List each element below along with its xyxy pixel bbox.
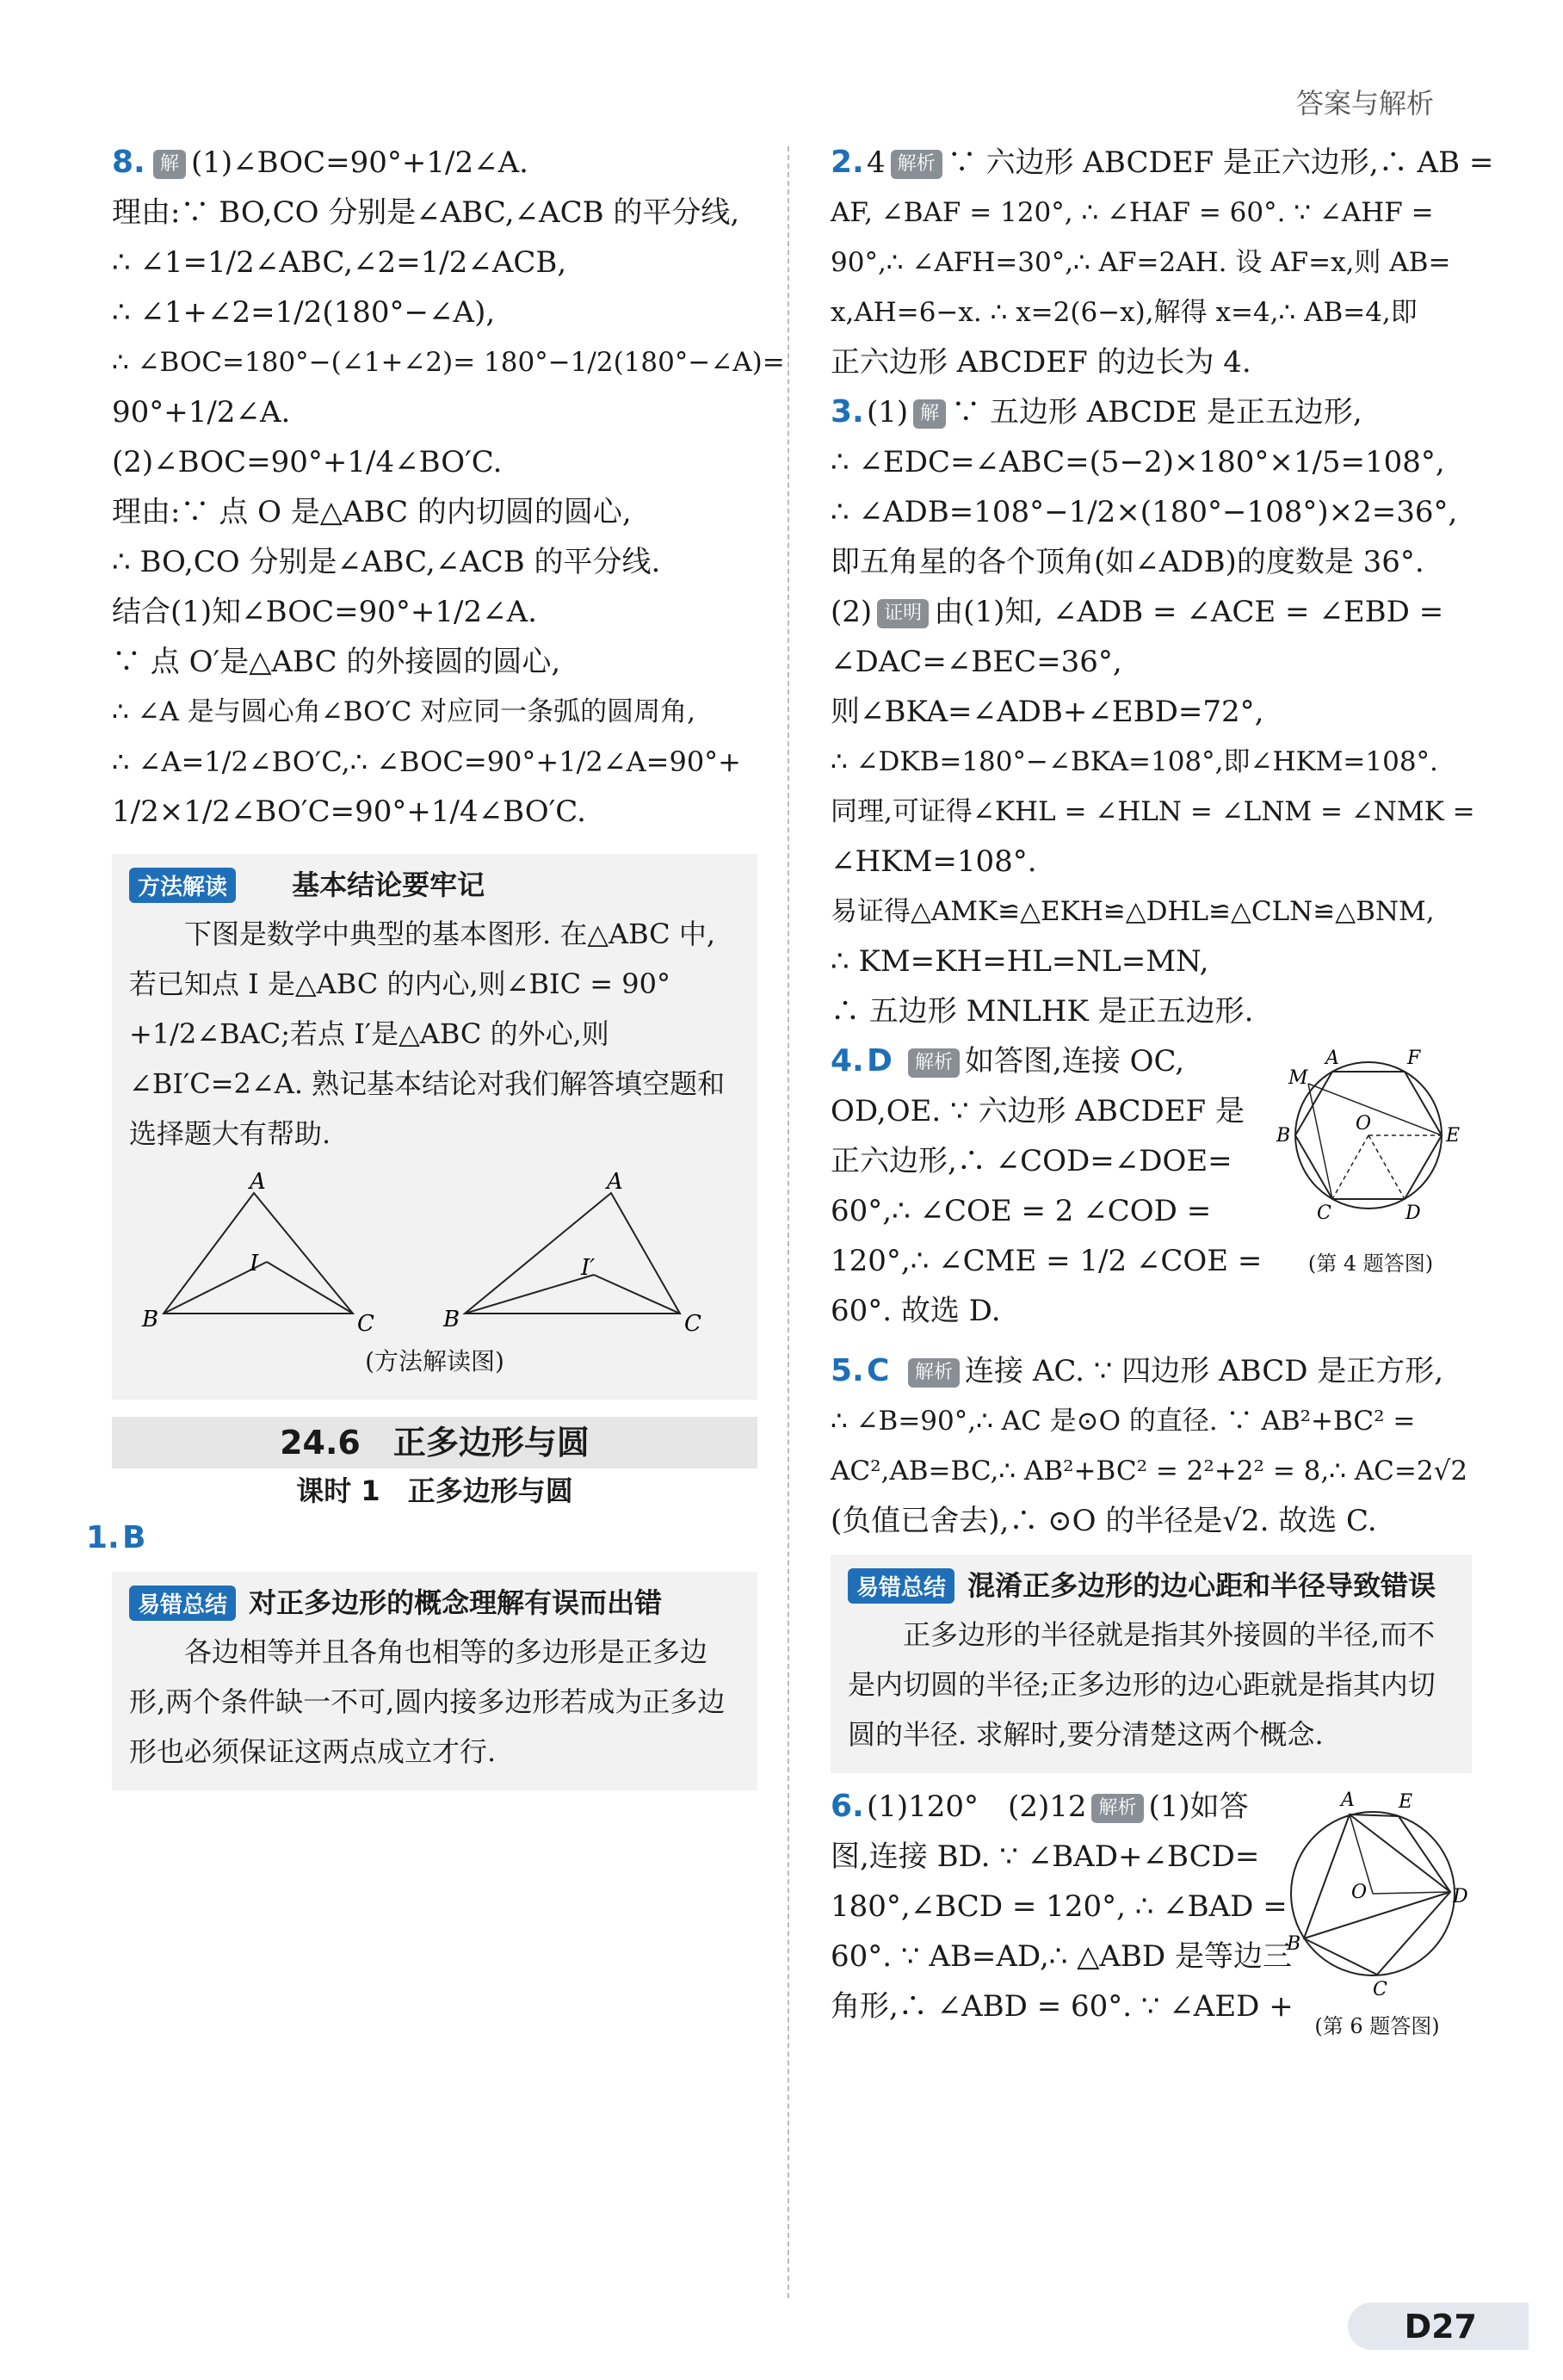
q6-line-3: 60°. ∵ AB=AD,∴ △ABD 是等边三 bbox=[831, 1939, 1292, 1974]
q8-line-6: (2)∠BOC=90°+1/4∠BO′C. bbox=[112, 445, 503, 479]
error-title-2: 混淆正多边形的边心距和半径导致错误 bbox=[967, 1569, 1436, 1602]
q5-tag: 解析 bbox=[908, 1358, 960, 1388]
q4-number: 4. bbox=[831, 1043, 864, 1079]
q3-line-1: ∴ ∠EDC=∠ABC=(5−2)×180°×1/5=108°, bbox=[831, 445, 1445, 479]
hex-label-m: M bbox=[1288, 1067, 1308, 1089]
method-box bbox=[112, 854, 757, 1400]
method-figure bbox=[129, 1167, 740, 1377]
q2-line-1: AF, ∠BAF = 120°, ∴ ∠HAF = 60°. ∵ ∠AHF = bbox=[831, 197, 1434, 228]
q6-line-1: 图,连接 BD. ∵ ∠BAD+∠BCD= bbox=[831, 1839, 1260, 1874]
q8-line-5: 90°+1/2∠A. bbox=[112, 395, 291, 430]
q8-line-11: ∴ ∠A 是与圆心角∠BO′C 对应同一条弧的圆周角, bbox=[112, 696, 696, 727]
q2-number: 2. bbox=[831, 145, 864, 180]
question-8 bbox=[112, 138, 785, 837]
tri1-label-b: B bbox=[142, 1307, 159, 1332]
q3-line-2: ∴ ∠ADB=108°−1/2×(180°−108°)×2=36°, bbox=[831, 495, 1458, 529]
q5-number: 5. bbox=[831, 1353, 864, 1388]
q3-line-4: (2) 证明 由(1)知, ∠ADB = ∠ACE = ∠EBD = bbox=[831, 595, 1444, 629]
hex-label-c: C bbox=[1317, 1202, 1331, 1224]
q6-line-0: 6.(1)120° (2)12 解析 (1)如答 bbox=[831, 1782, 1278, 1832]
tri1-label-a: A bbox=[250, 1169, 266, 1195]
method-caption: (方法解读图) bbox=[365, 1347, 504, 1375]
method-tag: 方法解读 bbox=[129, 868, 236, 903]
lesson-title: 课时 1 正多边形与圆 bbox=[296, 1474, 573, 1507]
circ6-label-c: C bbox=[1373, 1979, 1387, 2000]
q4-line-4: 120°,∴ ∠CME = 1/2 ∠COE = bbox=[831, 1244, 1263, 1278]
q3-number: 3. bbox=[831, 394, 864, 430]
triangle-figures bbox=[129, 1167, 732, 1339]
q4-line-0: 4.D 解析 如答图,连接 OC, bbox=[831, 1036, 1261, 1086]
q5-line-2: AC²,AB=BC,∴ AB²+BC² = 2²+2² = 8,∴ AC=2√2 bbox=[831, 1456, 1468, 1487]
q3-line-0: 3.(1) 解 ∵ 五边形 ABCDE 是正五边形, bbox=[831, 387, 1472, 437]
error-text-2: 正多边形的半径就是指其外接圆的半径,而不是内切圆的半径;正多边形的边心距就是指其内切圆的半径. 求解时,要分清楚这两个概念. bbox=[848, 1618, 1436, 1751]
hex-label-b: B bbox=[1276, 1125, 1291, 1147]
tri2-label-a: A bbox=[607, 1169, 623, 1195]
left-column bbox=[86, 138, 785, 1799]
q3-tag-1: 解 bbox=[913, 399, 946, 429]
q4-figure bbox=[1270, 1036, 1472, 1277]
question-3 bbox=[831, 387, 1475, 1036]
q2-line-4: 正六边形 ABCDEF 的边长为 4. bbox=[831, 345, 1251, 380]
q4-line-3: 60°,∴ ∠COE = 2 ∠COD = bbox=[831, 1194, 1212, 1228]
q8-tag: 解 bbox=[153, 150, 186, 179]
column-divider bbox=[788, 146, 789, 2298]
error-text-1: 各边相等并且各角也相等的多边形是正多边形,两个条件缺一不可,圆内接多边形若成为正多边形也必须保证这两点成立才行. bbox=[129, 1635, 726, 1768]
hex-label-d: D bbox=[1405, 1202, 1421, 1224]
hex-label-e: E bbox=[1446, 1125, 1461, 1147]
tri2-label-c: C bbox=[684, 1311, 701, 1337]
error-title-1: 对正多边形的概念理解有误而出错 bbox=[249, 1586, 663, 1619]
q6-tag: 解析 bbox=[1091, 1794, 1143, 1823]
q4-line-1: OD,OE. ∵ 六边形 ABCDEF 是 bbox=[831, 1094, 1245, 1128]
q6-answer: (1)120° (2)12 bbox=[867, 1790, 1087, 1824]
q6-caption: (第 6 题答图) bbox=[1314, 2014, 1440, 2038]
error-box-1 bbox=[112, 1572, 757, 1790]
question-5 bbox=[831, 1346, 1472, 1546]
q6-figure bbox=[1282, 1782, 1472, 2039]
q2-answer: 4 bbox=[867, 145, 886, 180]
q6-line-4: 角形,∴ ∠ABD = 60°. ∵ ∠AED + bbox=[831, 1989, 1294, 2024]
q5-answer: C bbox=[867, 1353, 890, 1388]
right-column bbox=[831, 138, 1494, 2066]
hexagon-figure bbox=[1270, 1036, 1472, 1243]
q8-line-10: ∵ 点 O′是△ABC 的外接圆的圆心, bbox=[112, 645, 561, 679]
q3-line-3: 即五角星的各个顶角(如∠ADB)的度数是 36°. bbox=[831, 545, 1424, 579]
circ6-label-d: D bbox=[1453, 1886, 1468, 1907]
hex-label-o: O bbox=[1356, 1113, 1372, 1134]
q2-tag: 解析 bbox=[891, 150, 942, 179]
circ6-label-o: O bbox=[1351, 1882, 1368, 1903]
tri1-label-i: I bbox=[250, 1251, 259, 1277]
q2-line-0: 2.4 解析 ∵ 六边形 ABCDEF 是正六边形,∴ AB = bbox=[831, 138, 1472, 188]
hex-label-a: A bbox=[1325, 1048, 1339, 1069]
q1-answer: B bbox=[122, 1520, 146, 1555]
q8-line-0: 8. 解 (1)∠BOC=90°+1/2∠A. bbox=[112, 138, 757, 188]
circ6-label-e: E bbox=[1399, 1791, 1413, 1813]
q3-line-6: 则∠BKA=∠ADB+∠EBD=72°, bbox=[831, 695, 1264, 729]
error-tag-2: 易错总结 bbox=[848, 1568, 954, 1604]
tri2-label-i: I′ bbox=[581, 1255, 596, 1281]
header-title: 答案与解析 bbox=[1295, 87, 1434, 120]
question-6 bbox=[831, 1782, 1472, 2066]
q6-line-2: 180°,∠BCD = 120°, ∴ ∠BAD = bbox=[831, 1889, 1288, 1924]
q6-number: 6. bbox=[831, 1789, 864, 1824]
tri1-label-c: C bbox=[357, 1311, 374, 1337]
q3-line-8: 同理,可证得∠KHL = ∠HLN = ∠LNM = ∠NMK = bbox=[831, 796, 1475, 827]
hex-label-f: F bbox=[1407, 1048, 1421, 1069]
question-1 bbox=[86, 1513, 757, 1563]
circ6-label-b: B bbox=[1287, 1933, 1301, 1955]
tri2-label-b: B bbox=[443, 1307, 460, 1332]
q4-answer: D bbox=[867, 1043, 893, 1079]
q4-tag: 解析 bbox=[908, 1048, 960, 1078]
q3-line-9: ∠HKM=108°. bbox=[831, 844, 1037, 879]
error-box-2 bbox=[831, 1555, 1472, 1773]
q8-line-1: 理由:∵ BO,CO 分别是∠ABC,∠ACB 的平分线, bbox=[112, 195, 740, 230]
q8-line-12: ∴ ∠A=1/2∠BO′C,∴ ∠BOC=90°+1/2∠A=90°+ bbox=[112, 745, 741, 778]
q8-number: 8. bbox=[112, 145, 145, 180]
q8-line-2: ∴ ∠1=1/2∠ABC,∠2=1/2∠ACB, bbox=[112, 245, 567, 280]
q3-line-10: 易证得△AMK≌△EKH≌△DHL≌△CLN≌△BNM, bbox=[831, 896, 1435, 927]
q4-line-2: 正六边形,∴ ∠COD=∠DOE= bbox=[831, 1144, 1232, 1178]
q8-line-13: 1/2×1/2∠BO′C=90°+1/4∠BO′C. bbox=[112, 794, 586, 829]
q8-line-7: 理由:∵ 点 O 是△ABC 的内切圆的圆心, bbox=[112, 495, 632, 529]
q3-tag-2: 证明 bbox=[877, 599, 929, 628]
circ6-label-a: A bbox=[1341, 1790, 1355, 1811]
section-title: 24.6 正多边形与圆 bbox=[112, 1417, 757, 1468]
method-text: 下图是数学中典型的基本图形. 在△ABC 中,若已知点 I 是△ABC 的内心,则∠BIC = 90°+1/2∠BAC;若点 I′是△ABC 的外心,则∠BI′C=2∠A. 熟记基本结论对我们解答填空题和选择题大有帮助. bbox=[129, 918, 726, 1150]
q5-line-0: 5.C 解析 连接 AC. ∵ 四边形 ABCD 是正方形, bbox=[831, 1346, 1472, 1396]
q5-line-3: (负值已舍去),∴ ⊙O 的半径是√2. 故选 C. bbox=[831, 1504, 1377, 1538]
q8-line-3: ∴ ∠1+∠2=1/2(180°−∠A), bbox=[112, 295, 496, 330]
q3-line-5: ∠DAC=∠BEC=36°, bbox=[831, 645, 1122, 679]
question-2 bbox=[831, 138, 1494, 387]
q8-line-8: ∴ BO,CO 分别是∠ABC,∠ACB 的平分线. bbox=[112, 545, 661, 579]
q1-number: 1. bbox=[86, 1520, 120, 1555]
q4-line-5: 60°. 故选 D. bbox=[831, 1294, 1001, 1328]
q3-line-7: ∴ ∠DKB=180°−∠BKA=108°,即∠HKM=108°. bbox=[831, 746, 1438, 777]
circle-quadrilateral-figure bbox=[1282, 1782, 1472, 2006]
q3-line-12: ∴ 五边形 MNLHK 是正五边形. bbox=[831, 994, 1254, 1029]
q3-line-11: ∴ KM=KH=HL=NL=MN, bbox=[831, 944, 1209, 979]
q2-line-3: x,AH=6−x. ∴ x=2(6−x),解得 x=4,∴ AB=4,即 bbox=[831, 297, 1418, 328]
error-tag-1: 易错总结 bbox=[129, 1586, 236, 1621]
q4-caption: (第 4 题答图) bbox=[1307, 1252, 1434, 1276]
q8-line-4: ∴ ∠BOC=180°−(∠1+∠2)= 180°−1/2(180°−∠A)= bbox=[112, 347, 785, 378]
q8-line-9: 结合(1)知∠BOC=90°+1/2∠A. bbox=[112, 595, 537, 629]
question-4 bbox=[831, 1036, 1472, 1346]
q5-line-1: ∴ ∠B=90°,∴ AC 是⊙O 的直径. ∵ AB²+BC² = bbox=[831, 1406, 1416, 1437]
q2-line-2: 90°,∴ ∠AFH=30°,∴ AF=2AH. 设 AF=x,则 AB= bbox=[831, 247, 1451, 278]
method-title: 基本结论要牢记 bbox=[292, 869, 485, 901]
page-number: D27 bbox=[1404, 2308, 1477, 2346]
